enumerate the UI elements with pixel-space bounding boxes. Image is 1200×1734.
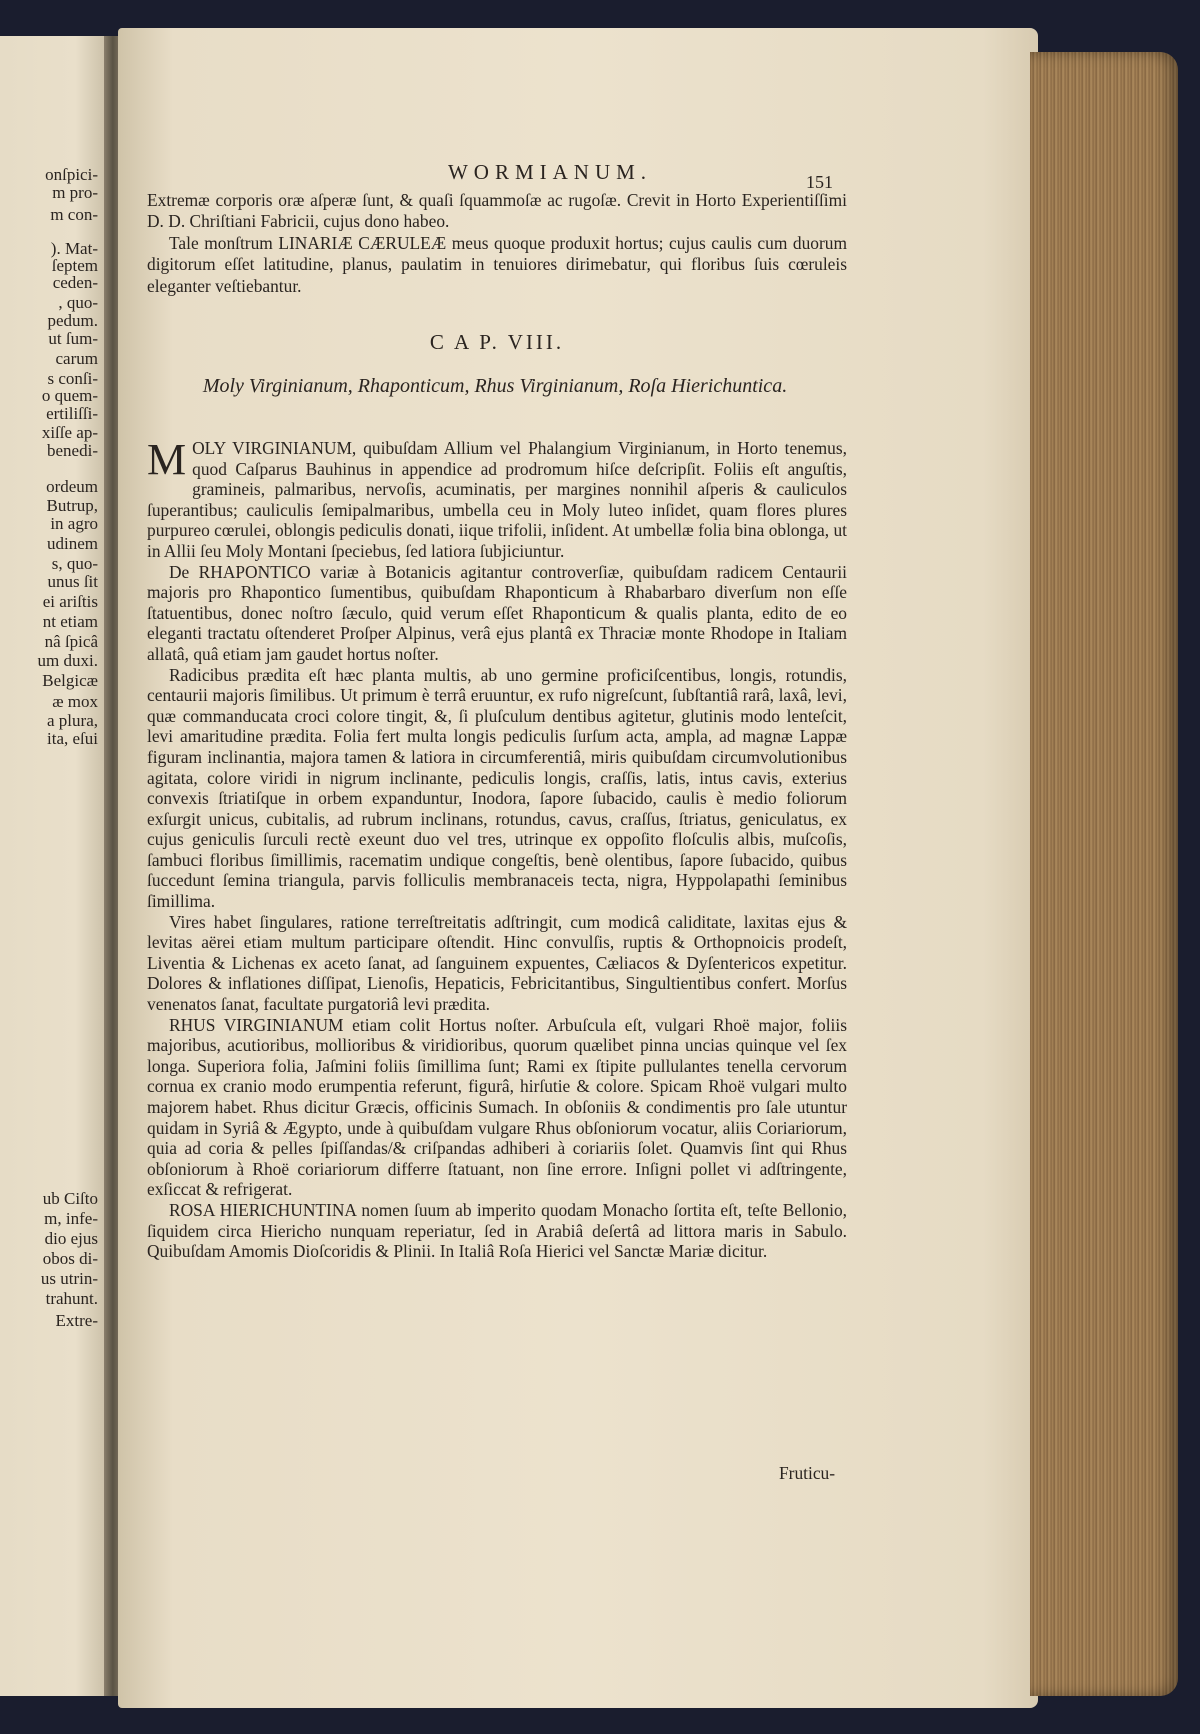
intro-text [147, 190, 847, 297]
left-page-fragment: benedi- [47, 441, 98, 460]
left-page-fragment: o quem- [41, 386, 98, 405]
left-page-fragment: a plura, [47, 711, 98, 730]
left-page-fragment: , quo- [58, 293, 98, 312]
left-page-fragment: obos di- [42, 1249, 98, 1268]
paragraph-moly-text: OLY VIRGINIANUM, quibuſdam Allium vel Phalangium Virginianum, in Horto tenemus, quod Caſparus Bauhinus in appendice ad prodromum hiſce deſcripſit. Foliis eſt anguſtis, gramineis, palmaribus, nervoſis, acuminatis, per margines nonnihil aſperis & cauliculos ſuperantibus; cauliculis ſemipalmaribus, umbella ceu in Moly luteo inſidet, quam flores plures purpureo cœrulei, oblongis pediculis donati, iique trifolii, inſident. At umbellæ folia bina oblonga, ut in Allii ſeu Moly Montani ſpeciebus, ſed latiora ſubjiciuntur. [147, 438, 847, 561]
left-page-fragment: ub Ciſto [42, 1189, 98, 1208]
left-page-fragment: ertiliſſi- [46, 404, 98, 423]
left-page-fragment: nt etiam [42, 612, 98, 631]
left-page-fragment: xiſſe ap- [41, 423, 98, 442]
left-page-fragment: Butrup, [46, 496, 98, 515]
paragraph-vires: Vires habet ſingulares, ratione terreſtreitatis adſtringit, cum modicâ caliditate, laxitas ejus & levitas aërei etiam multum participare oſtendit. Hinc convulſis, ruptis & Orthopnoicis prodeſt, Liventia & Lichenas ex aceto ſanat, ad ſanguinem expuentes, Cæliacos & Dyſentericos expetitur. Dolores & inflationes diſſipat, Lienoſis, Hepaticis, Febricitantibus, Singultientibus confert. Morſus venenatos ſanat, facultate purgatoriâ levi prædita. [147, 911, 847, 1015]
paragraph-rhus: RHUS VIRGINIANUM etiam colit Hortus noſter. Arbuſcula eſt, vulgari Rhoë major, foliis majoribus, acutioribus, mollioribus & viridioribus, quorum quælibet pinna uncias quinque vel ſex longa. Superiora folia, Jaſmini foliis ſimillima ſunt; Rami ex ſtipite pullulantes tenella cervorum cornua ex cranio modo erumpentia referunt, figurâ, hirſutie & colore. Spicam Rhoë vulgari multo majorem habet. Rhus dicitur Græcis, officinis Sumach. In obſoniis & condimentis pro ſale utuntur quidam in Syriâ & Ægypto, unde à quibuſdam vulgare Rhus obſoniorum vocatur, aliis Coriariorum, quia ad coria & pelles ſpiſſandas/& criſpandas adhiberi à coriariis ſolet. Quamvis ſint qui Rhus obſoniorum à Rhoë coriariorum differre ſtatuant, non ſine errore. Inſigni pollet vi adſtringente, exſiccat & refrigerat. [147, 1014, 847, 1200]
left-page-fragment: æ mox [52, 692, 98, 711]
catchword: Fruticu- [779, 1463, 836, 1483]
left-page-fragment: ). Mat- [50, 239, 98, 258]
left-page-fragment: Extre- [55, 1311, 98, 1330]
left-page-fragment: unus ſit [47, 572, 98, 591]
paragraph-rhapontico: De RHAPONTICO variæ à Botanicis agitantur controverſiæ, quibuſdam radicem Centaurii majoris pro Rhapontico ſumentibus, quibuſdam Rhaponticum à Rhabarbaro diverſum non eſſe ſtatuentibus, donec noſtro ſæculo, quid verum eſſet Rhaponticum & qualis planta, edito de eo eleganti tractatu oſtenderet Proſper Alpinus, verâ ejus plantâ ex Thraciæ monte Rhodope in Italiam allatâ, quâ etiam jam gaudet hortus noſter. [147, 561, 847, 664]
left-page-fragment: onſpici- [45, 165, 98, 184]
left-page-fragment: pedum. [47, 311, 98, 330]
left-page-fragment: m pro- [52, 183, 98, 202]
left-page-fragment: s, quo- [51, 554, 98, 573]
left-page-fragment: ita, eſui [47, 729, 98, 748]
paragraph-top-1: Extremæ corporis oræ aſperæ ſunt, & quaſi ſquammoſæ ac rugoſæ. Crevit in Horto Experientiſſimi D. D. Chriſtiani Fabricii, cujus dono habeo. [147, 190, 847, 232]
paragraph-radicibus: Radicibus prædita eſt hæc planta multis, ab uno germine proficiſcentibus, longis, rotundis, centaurii majoris ſimilibus. Ut primum è terrâ eruuntur, ex rufo nigreſcunt, ſubſtantiâ rarâ, laxâ, levi, quæ commanducata croci colore tingit, &, ſi pluſculum dentibus agitetur, glutinis modo lenteſcit, levi amaritudine prædita. Folia fert multa longis pediculis ſurſum acta, ampla, ad magnæ Lappæ figuram inclinantia, majora tamen & latiora in circumferentiâ, miris quibuſdam circumvolutionibus agitata, colore viridi in nigrum inclinante, pediculis longis, craſſis, latis, intus cavis, exterius convexis ſtriatiſque in orbem expanduntur, Inodora, ſapore ſubacido, caulis è medio foliorum exſurgit unicus, cubitalis, ad rubrum inclinans, rotundus, cavus, craſſus, ſtriatus, geniculatus, ex cujus geniculis ſurculi rectè exeunt duo vel tres, utrinque ex oppoſito floſculis albis, muſcoſis, ſambuci floribus ſimillimis, racematim undique congeſtis, benè olentibus, ſapore ſubacido, quibus ſuccedunt ſemina triangula, parvis folliculis membranaceis tecta, nigra, Hyppolapathi ſeminibus ſimillima. [147, 664, 847, 912]
left-page-fragment: ei ariſtis [42, 592, 98, 611]
paragraph-top-2: Tale monſtrum LINARIÆ CÆRULEÆ meus quoque produxit hortus; cujus caulis cum duorum digitorum eſſet latitudine, planus, paulatim in tenuiores dirimebatur, qui floribus ſuis cœruleis eleganter veſtiebantur. [147, 232, 847, 296]
left-page-fragment: udinem [47, 534, 98, 553]
running-head: WORMIANUM. [447, 160, 653, 184]
facing-left-page [0, 36, 108, 1696]
chapter-subtitle: Moly Virginianum, Rhaponticum, Rhus Virginianum, Roſa Hierichuntica. [202, 375, 788, 397]
left-page-fragment: m con- [50, 205, 98, 224]
left-page-fragment: nâ ſpicâ [44, 632, 98, 651]
left-page-fragment: ordeum [46, 477, 98, 496]
left-page-fragment: trahunt. [45, 1289, 98, 1308]
paragraph-rosa: ROSA HIERICHUNTINA nomen ſuum ab imperito quodam Monacho ſortita eſt, teſte Bellonio, ſiquidem circa Hiericho nunquam reperiatur, ſed in Arabiâ deſertâ ad littora maris in Sabulo. Quibuſdam Amomis Dioſcoridis & Plinii. In Italiâ Roſa Hierici vel Sanctæ Mariæ dicitur. [147, 1199, 847, 1262]
chapter-heading: C A P. VIII. [429, 330, 565, 354]
left-page-fragment: ceden- [52, 273, 98, 292]
chapter-body [147, 435, 847, 1262]
left-page-fragment: ſeptem [51, 256, 98, 275]
left-page-fragment: s conſi- [47, 369, 98, 388]
left-page-fragment: m, infe- [44, 1209, 98, 1228]
left-page-fragment: dio ejus [44, 1229, 98, 1248]
left-page-fragment: carum [55, 349, 98, 368]
left-page-fragment: ut ſum- [48, 329, 98, 348]
paragraph-moly [147, 435, 847, 562]
left-page-fragment: us utrin- [40, 1269, 98, 1288]
left-page-fragment: um duxi. [37, 651, 98, 670]
left-page-fragment: in agro [50, 514, 98, 533]
left-page-fragment: Belgicæ [42, 671, 98, 690]
page-block-edges [1030, 52, 1178, 1696]
dropcap-letter: M [147, 435, 187, 484]
page-number: 151 [806, 172, 833, 192]
